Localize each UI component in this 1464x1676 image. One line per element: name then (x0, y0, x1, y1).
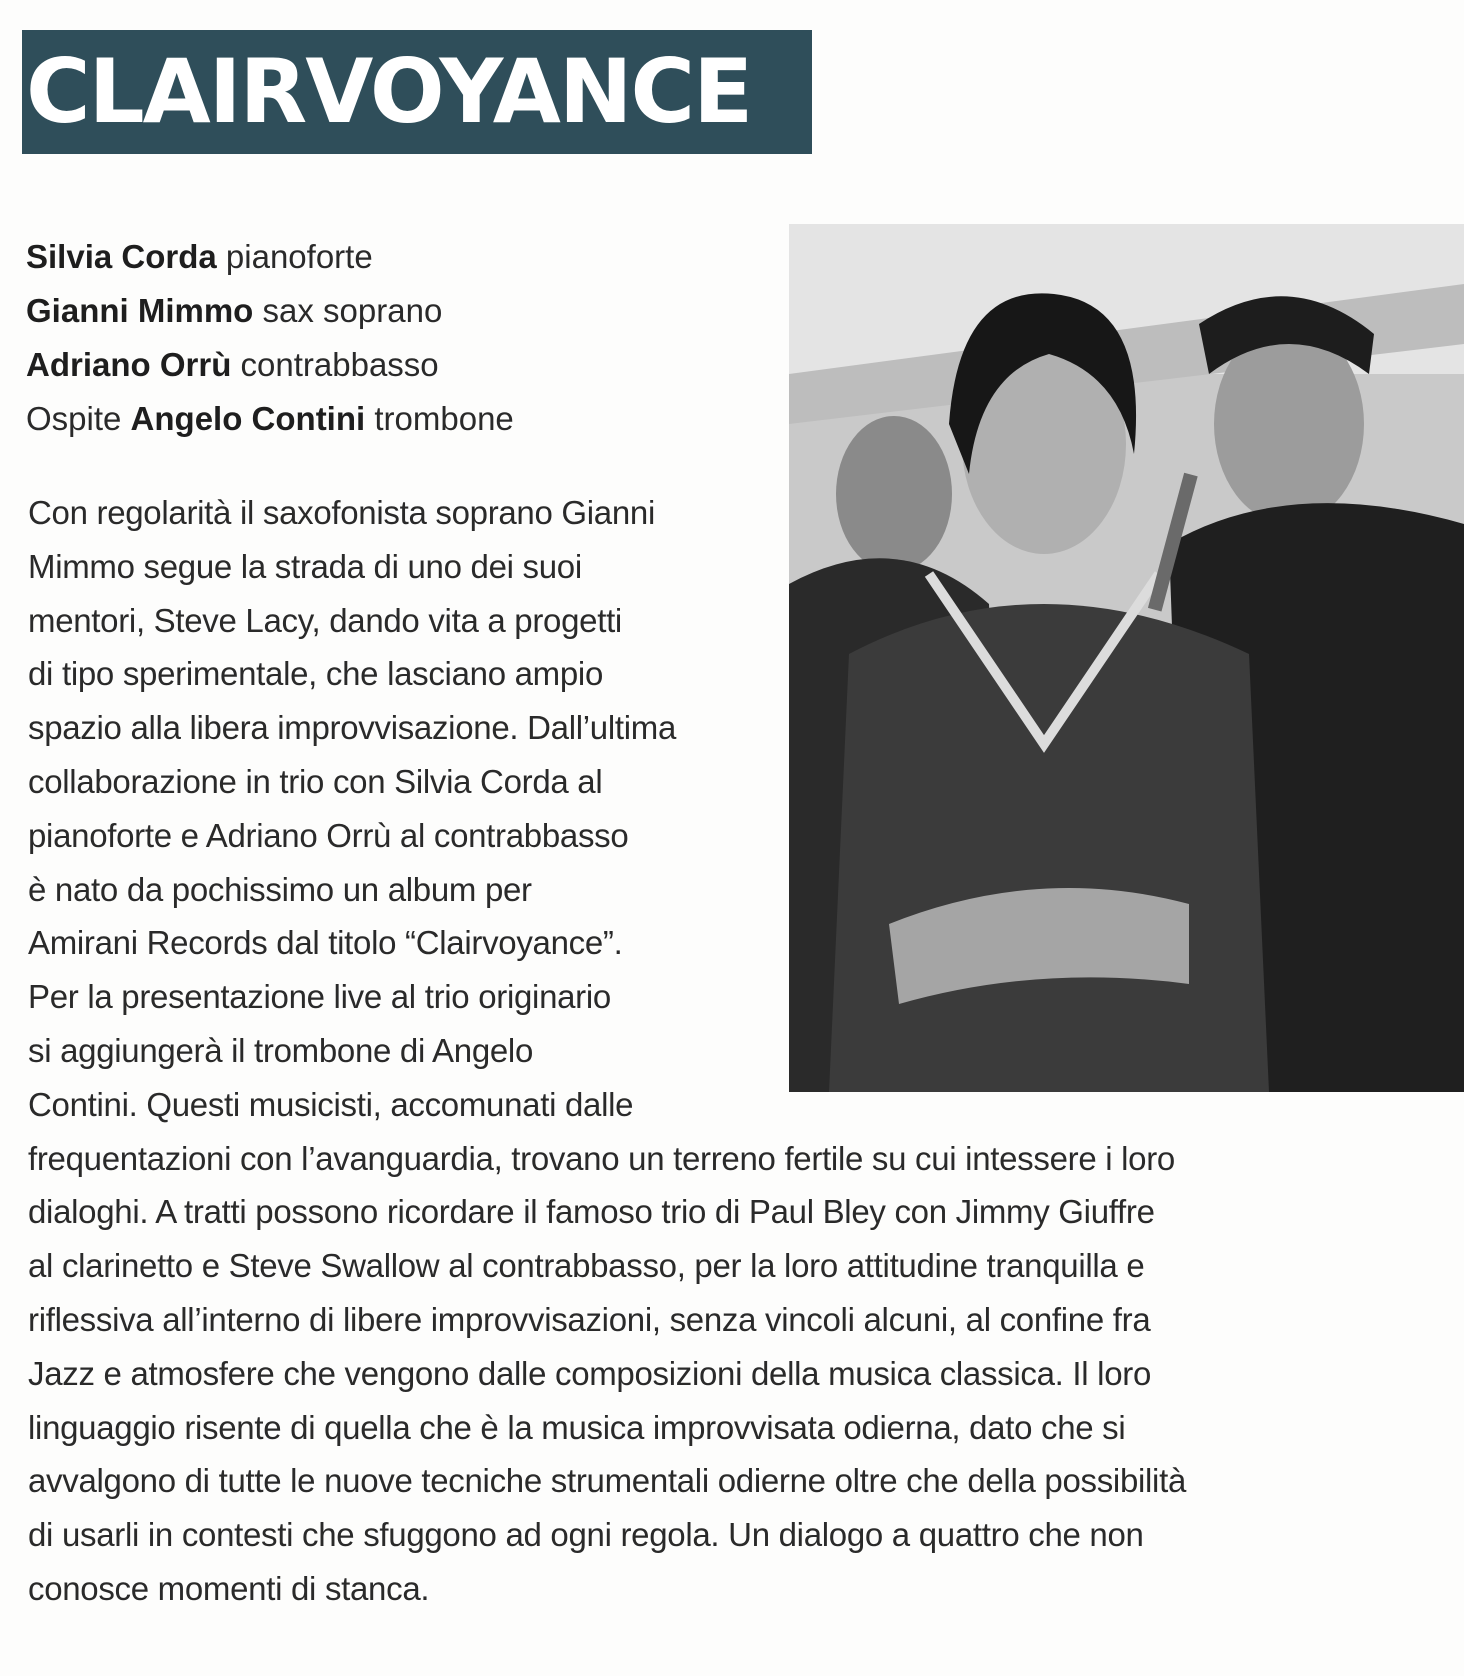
body-text-line: spazio alla libera improvvisazione. Dall’ultima (28, 709, 677, 747)
body-text-line: linguaggio risente di quella che è la musica improvvisata odierna, dato che si (28, 1408, 1126, 1446)
article-title: CLAIRVOYANCE (26, 40, 752, 143)
credit-line (26, 338, 514, 392)
musician-name: Adriano Orrù (26, 346, 232, 383)
body-text-line: riflessiva all’interno di libere improvvisazioni, senza vincoli alcuni, al confine fra (28, 1300, 1151, 1338)
body-text-line: avvalgono di tutte le nuove tecniche strumentali odierne oltre che della possibilità (28, 1462, 1187, 1500)
body-text-line: frequentazioni con l’avanguardia, trovano un terreno fertile su cui intessere i loro (28, 1139, 1175, 1177)
musician-name: Silvia Corda (26, 238, 217, 275)
body-text-line: Per la presentazione live al trio originario (28, 978, 611, 1016)
body-text-line: Contini. Questi musicisti, accomunati dalle (28, 1085, 634, 1123)
body-text-line: Mimmo segue la strada di uno dei suoi (28, 547, 582, 585)
body-text-line: di usarli in contesti che sfuggono ad ogni regola. Un dialogo a quattro che non (28, 1516, 1144, 1554)
musician-instrument: trombone (374, 400, 514, 437)
body-text-line: Con regolarità il saxofonista soprano Gianni (28, 494, 655, 531)
credit-prefix: Ospite (26, 400, 131, 437)
credit-line (26, 392, 514, 446)
body-text-line: si aggiungerà il trombone di Angelo (28, 1031, 534, 1069)
body-text-line: collaborazione in trio con Silvia Corda al (28, 762, 603, 800)
body-text-line: mentori, Steve Lacy, dando vita a progetti (28, 601, 622, 639)
body-text-line: è nato da pochissimo un album per (28, 870, 532, 908)
body-text-line: Amirani Records dal titolo “Clairvoyance”. (28, 924, 623, 962)
article-body (28, 486, 1186, 1616)
musician-name: Angelo Contini (130, 400, 366, 437)
musician-credits (26, 230, 514, 446)
body-text-line: di tipo sperimentale, che lasciano ampio (28, 655, 603, 693)
credit-line (26, 230, 514, 284)
title-banner (22, 30, 812, 154)
credit-line (26, 284, 514, 338)
body-text-line: al clarinetto e Steve Swallow al contrabbasso, per la loro attitudine tranquilla e (28, 1247, 1145, 1285)
musician-name: Gianni Mimmo (26, 292, 254, 329)
body-text-line: dialoghi. A tratti possono ricordare il famoso trio di Paul Bley con Jimmy Giuffre (28, 1193, 1155, 1231)
body-text-line: pianoforte e Adriano Orrù al contrabbasso (28, 816, 629, 854)
musician-instrument: sax soprano (262, 292, 443, 329)
musician-instrument: contrabbasso (240, 346, 439, 383)
body-text-line: conosce momenti di stanca. (28, 1569, 430, 1607)
musician-instrument: pianoforte (225, 238, 373, 275)
body-text-line: Jazz e atmosfere che vengono dalle composizioni della musica classica. Il loro (28, 1354, 1151, 1392)
